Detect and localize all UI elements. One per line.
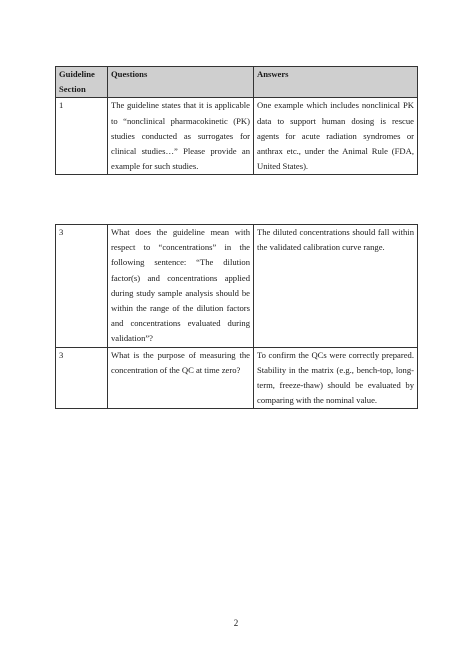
section-cell: 3 [56,225,108,348]
header-answers: Answers [254,67,418,98]
qa-table-header-part [55,66,418,175]
table-header-row [56,67,418,98]
table-row [56,347,418,409]
question-cell: What does the guideline mean with respect to “concentrations” in the following sentence: “The dilution factor(s) and concentrations applied during study sample analysis should be within the range of the dilution factors and concentrations evaluated during validation”? [108,225,254,348]
header-questions: Questions [108,67,254,98]
question-cell: The guideline states that it is applicable to “nonclinical pharmacokinetic (PK) studies conducted as surrogates for clinical studies…” Please provide an example for such studies. [108,98,254,175]
table-row [56,225,418,348]
qa-table-continued [55,224,418,409]
answer-cell: One example which includes nonclinical PK data to support human dosing is rescue agents for acute radiation syndromes or anthrax etc., under the Animal Rule (FDA, United States). [254,98,418,175]
answer-cell: The diluted concentrations should fall within the validated calibration curve range. [254,225,418,348]
question-cell: What is the purpose of measuring the concentration of the QC at time zero? [108,347,254,409]
section-cell: 3 [56,347,108,409]
section-cell: 1 [56,98,108,175]
table-row [56,98,418,175]
page-number: 2 [233,618,239,628]
header-guideline-section: Guideline Section [56,67,108,98]
answer-cell: To confirm the QCs were correctly prepared. Stability in the matrix (e.g., bench-top, long-term, freeze-thaw) should be evaluated by comparing with the nominal value. [254,347,418,409]
